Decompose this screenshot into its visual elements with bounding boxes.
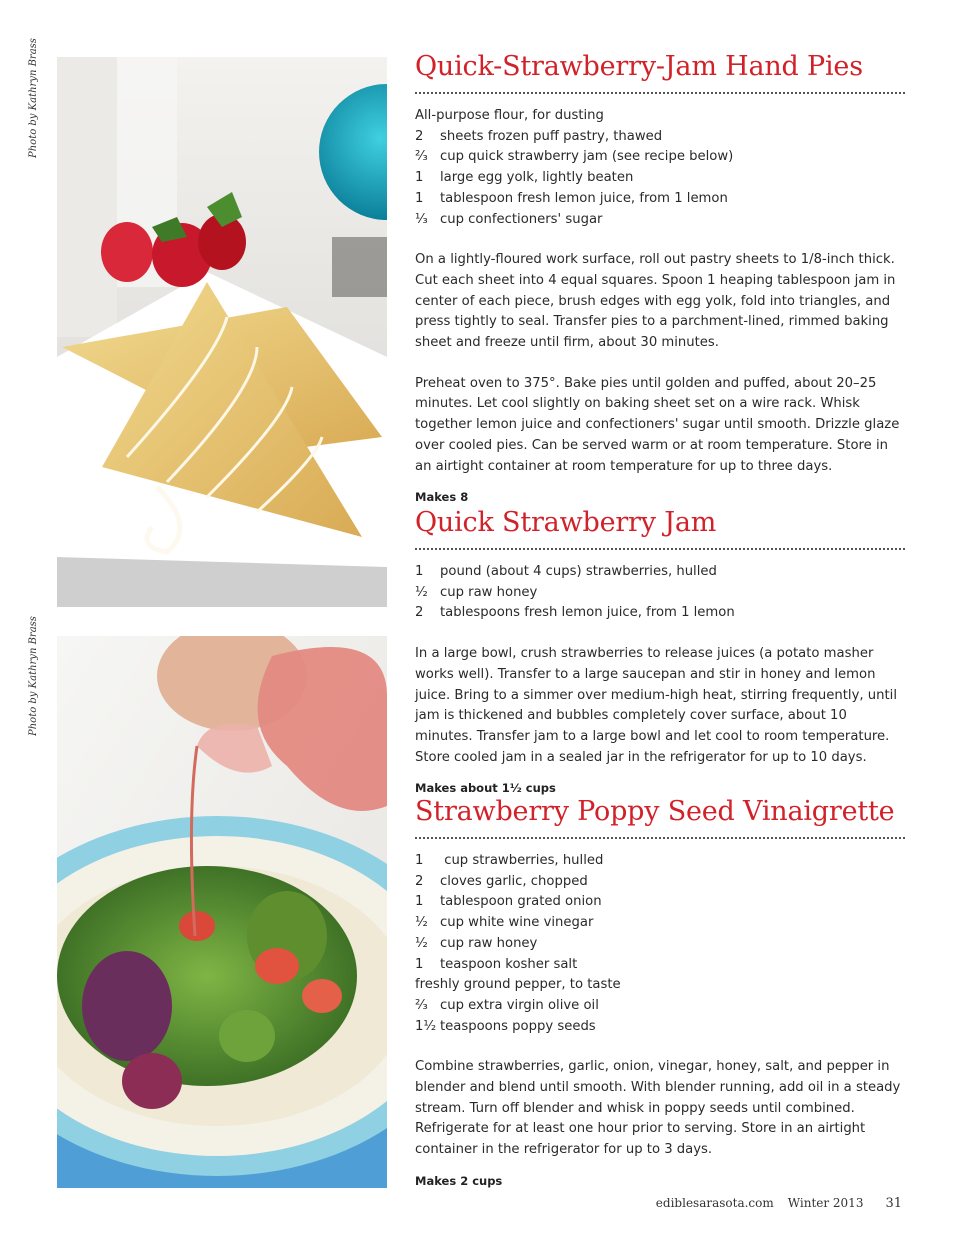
ingredient-item: [415, 892, 905, 913]
ingredient-item: [415, 996, 905, 1017]
ingredient-list: [415, 106, 905, 230]
recipe-strawberry-jam: [415, 506, 905, 796]
ingredient-item: [415, 603, 905, 624]
ingredient-text: large egg yolk, lightly beaten: [440, 170, 634, 186]
page-number: 31: [885, 1196, 902, 1211]
ingredient-text: cup raw honey: [440, 584, 538, 600]
ingredient-text: freshly ground pepper, to taste: [415, 977, 621, 993]
ingredient-text: All-purpose flour, for dusting: [415, 108, 604, 123]
ingredient-qty: 1: [415, 894, 424, 910]
ingredient-list: [415, 851, 905, 1037]
ingredient-item: [415, 851, 905, 872]
recipe-yield: Makes 8: [415, 490, 469, 505]
ingredient-qty: 1: [415, 853, 424, 868]
ingredient-qty: ¹⁄₂: [415, 584, 428, 600]
recipe-title: Strawberry Poppy Seed Vinaigrette: [415, 796, 895, 827]
ingredient-text: cup strawberries, hulled: [440, 853, 604, 868]
footer-site: ediblesarasota.com: [655, 1196, 774, 1210]
ingredient-item: [415, 562, 905, 583]
title-divider: [415, 92, 905, 94]
ingredient-item: [415, 127, 905, 148]
ingredient-qty: 1: [415, 956, 424, 972]
ingredient-item: [415, 583, 905, 604]
ingredient-qty: ¹⁄₂: [415, 935, 428, 951]
footer-issue: Winter 2013: [787, 1196, 864, 1210]
ingredient-qty: 1: [415, 190, 424, 206]
title-divider: [415, 548, 905, 550]
ingredient-item: [415, 168, 905, 189]
ingredient-qty: 2: [415, 873, 424, 889]
method-paragraph: In a large bowl, crush strawberries to release juices (a potato masher works well). Transfer to a large saucepan and stir in honey and lemon juice. Bring to a simmer over medium-high heat, stirring frequently, until jam is thickened and bubbles completely cover surface, about 10 minutes. Transfer jam to a large bowl and let cool to room temperature. Store cooled jam in a sealed jar in the refrigerator for up to 10 days.: [415, 646, 897, 765]
ingredient-qty: 1: [415, 170, 424, 186]
recipe-title: Quick Strawberry Jam: [415, 507, 717, 538]
ingredient-text: tablespoon grated onion: [440, 894, 602, 910]
ingredient-text: tablespoons fresh lemon juice, from 1 lemon: [440, 605, 735, 621]
ingredient-item: [415, 189, 905, 210]
photo-credit-top: Photo by Kathryn Brass: [28, 38, 39, 158]
ingredient-text: teaspoon kosher salt: [440, 956, 578, 972]
ingredient-text: cup white wine vinegar: [440, 915, 594, 931]
ingredient-qty: ²⁄₃: [415, 149, 428, 165]
title-divider: [415, 837, 905, 839]
ingredient-text: teaspoons poppy seeds: [440, 1018, 596, 1034]
ingredient-qty: 1: [415, 564, 424, 579]
ingredient-text: cup quick strawberry jam (see recipe below): [440, 149, 734, 165]
recipe-hand-pies: [415, 50, 905, 505]
method-paragraph: Preheat oven to 375°. Bake pies until golden and puffed, about 20–25 minutes. Let cool slightly on baking sheet set on a wire rack. Whisk together lemon juice and confectioners' sugar until smooth. Drizzle glaze over cooled pies. Can be served warm or at room temperature. Store in an airtight container at room temperature for up to three days.: [415, 375, 900, 474]
ingredient-text: cup raw honey: [440, 935, 538, 951]
ingredient-qty: ¹⁄₂: [415, 915, 428, 931]
recipe-yield: Makes about 1¹⁄₂ cups: [415, 781, 556, 796]
method-paragraph: On a lightly-floured work surface, roll out pastry sheets to 1/8-inch thick. Cut each sheet into 4 equal squares. Spoon 1 heaping tablespoon jam in center of each piece, brush edges with egg yolk, fold into triangles, and press tightly to seal. Transfer pies to a parchment-lined, rimmed baking sheet and freeze until firm, about 30 minutes.: [415, 252, 896, 351]
photo-credit-bottom: Photo by Kathryn Brass: [28, 616, 39, 736]
ingredient-item: [415, 872, 905, 893]
recipe-title: Quick-Strawberry-Jam Hand Pies: [415, 51, 863, 82]
ingredient-item: [415, 913, 905, 934]
ingredient-item: [415, 934, 905, 955]
ingredient-qty: 2: [415, 128, 424, 144]
ingredient-qty: ¹⁄₃: [415, 211, 428, 227]
recipe-poppy-seed-vinaigrette: [415, 795, 905, 1189]
ingredient-item: [415, 975, 905, 996]
ingredient-text: tablespoon fresh lemon juice, from 1 lemon: [440, 190, 728, 206]
page-footer: [642, 1196, 902, 1211]
hand-pies-photo: [57, 57, 387, 607]
ingredient-text: sheets frozen puff pastry, thawed: [440, 128, 663, 144]
ingredient-item: [415, 147, 905, 168]
ingredient-text: pound (about 4 cups) strawberries, hulled: [440, 564, 717, 579]
vinaigrette-photo: [57, 636, 387, 1188]
ingredient-text: cup confectioners' sugar: [440, 211, 603, 227]
ingredient-text: cloves garlic, chopped: [440, 873, 588, 889]
ingredient-item: [415, 210, 905, 231]
recipe-yield: Makes 2 cups: [415, 1173, 503, 1188]
method-paragraph: Combine strawberries, garlic, onion, vinegar, honey, salt, and pepper in blender and blend until smooth. With blender running, add oil in a steady stream. Turn off blender and whisk in poppy seeds until combined. Refrigerate for at least one hour prior to serving. Store in an airtight container in the refrigerator for up to 3 days.: [415, 1059, 901, 1158]
ingredient-qty: ²⁄₃: [415, 997, 428, 1013]
ingredient-text: cup extra virgin olive oil: [440, 997, 599, 1013]
ingredient-item: [415, 1017, 905, 1038]
ingredient-qty: 2: [415, 605, 424, 621]
ingredient-list: [415, 562, 905, 624]
ingredient-item: [415, 955, 905, 976]
ingredient-qty: 1¹⁄₂: [415, 1018, 437, 1034]
ingredient-item: [415, 106, 905, 127]
